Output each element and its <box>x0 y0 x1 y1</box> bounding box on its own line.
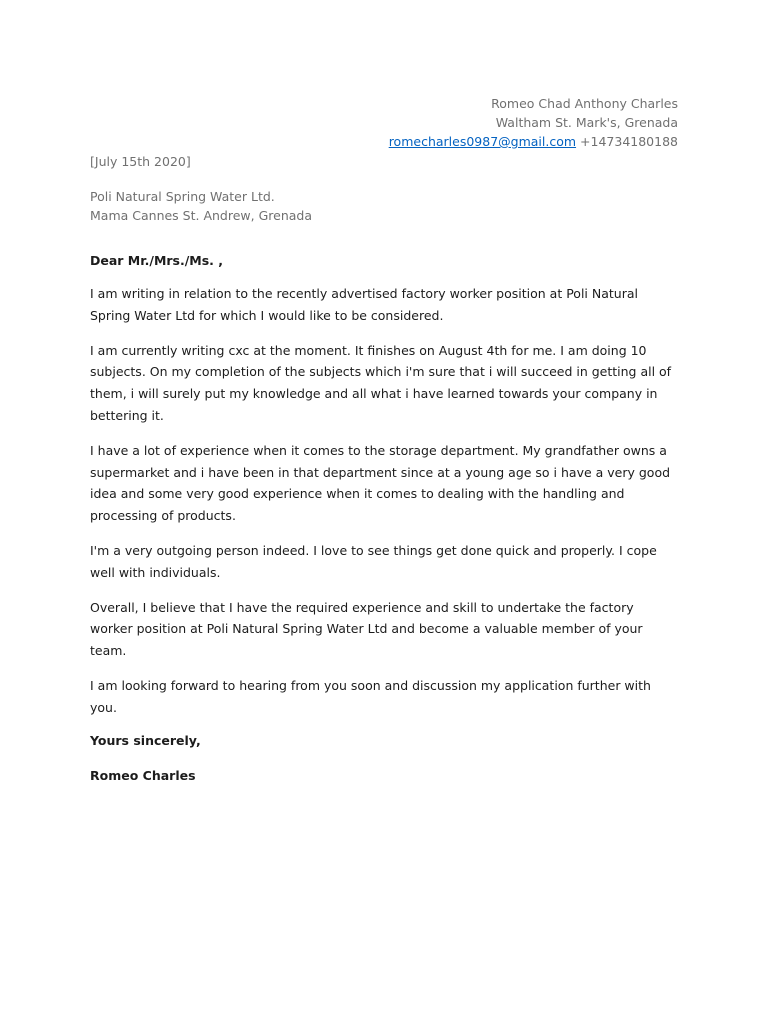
sender-address: Waltham St. Mark's, Grenada <box>495 115 678 130</box>
signature: Romeo Charles <box>90 767 196 783</box>
body-paragraph: I have a lot of experience when it comes to the storage department. My grandfather owns a supermarket and i have been in that department since at a young age so i have a very good idea and some very good experience when it comes to dealing with the handling and processing of products. <box>90 442 671 524</box>
letter-date: [July 15th 2020] <box>90 154 191 169</box>
recipient-company: Poli Natural Spring Water Ltd. <box>90 189 275 204</box>
body-paragraph: I'm a very outgoing person indeed. I love to see things get done quick and properly. I cope well with individuals. <box>90 542 657 580</box>
letter-page <box>90 94 678 785</box>
body-paragraph: I am looking forward to hearing from you soon and discussion my application further with you. <box>90 677 651 715</box>
salutation: Dear Mr./Mrs./Ms. , <box>90 253 224 268</box>
sender-phone: +14734180188 <box>580 134 678 149</box>
sender-contact <box>90 132 678 151</box>
closing: Yours sincerely, <box>90 732 201 748</box>
sender-name: Romeo Chad Anthony Charles <box>491 96 678 111</box>
recipient-address: Mama Cannes St. Andrew, Grenada <box>90 208 312 223</box>
body-paragraph: I am currently writing cxc at the moment. It finishes on August 4th for me. I am doing 10 subjects. On my completion of the subjects which i'm sure that i will succeed in getting all of them, i will surely put my knowledge and all what i have learned towards your company in bettering it. <box>90 342 672 423</box>
sender-email-link[interactable]: romecharles0987@gmail.com <box>388 134 577 149</box>
sender-block <box>90 94 678 151</box>
recipient-block <box>90 187 678 225</box>
body-paragraph: I am writing in relation to the recently advertised factory worker position at Poli Natural Spring Water Ltd for which I would like to be considered. <box>90 286 638 323</box>
body-paragraph: Overall, I believe that I have the required experience and skill to undertake the factory worker position at Poli Natural Spring Water Ltd and become a valuable member of your team. <box>90 599 643 659</box>
